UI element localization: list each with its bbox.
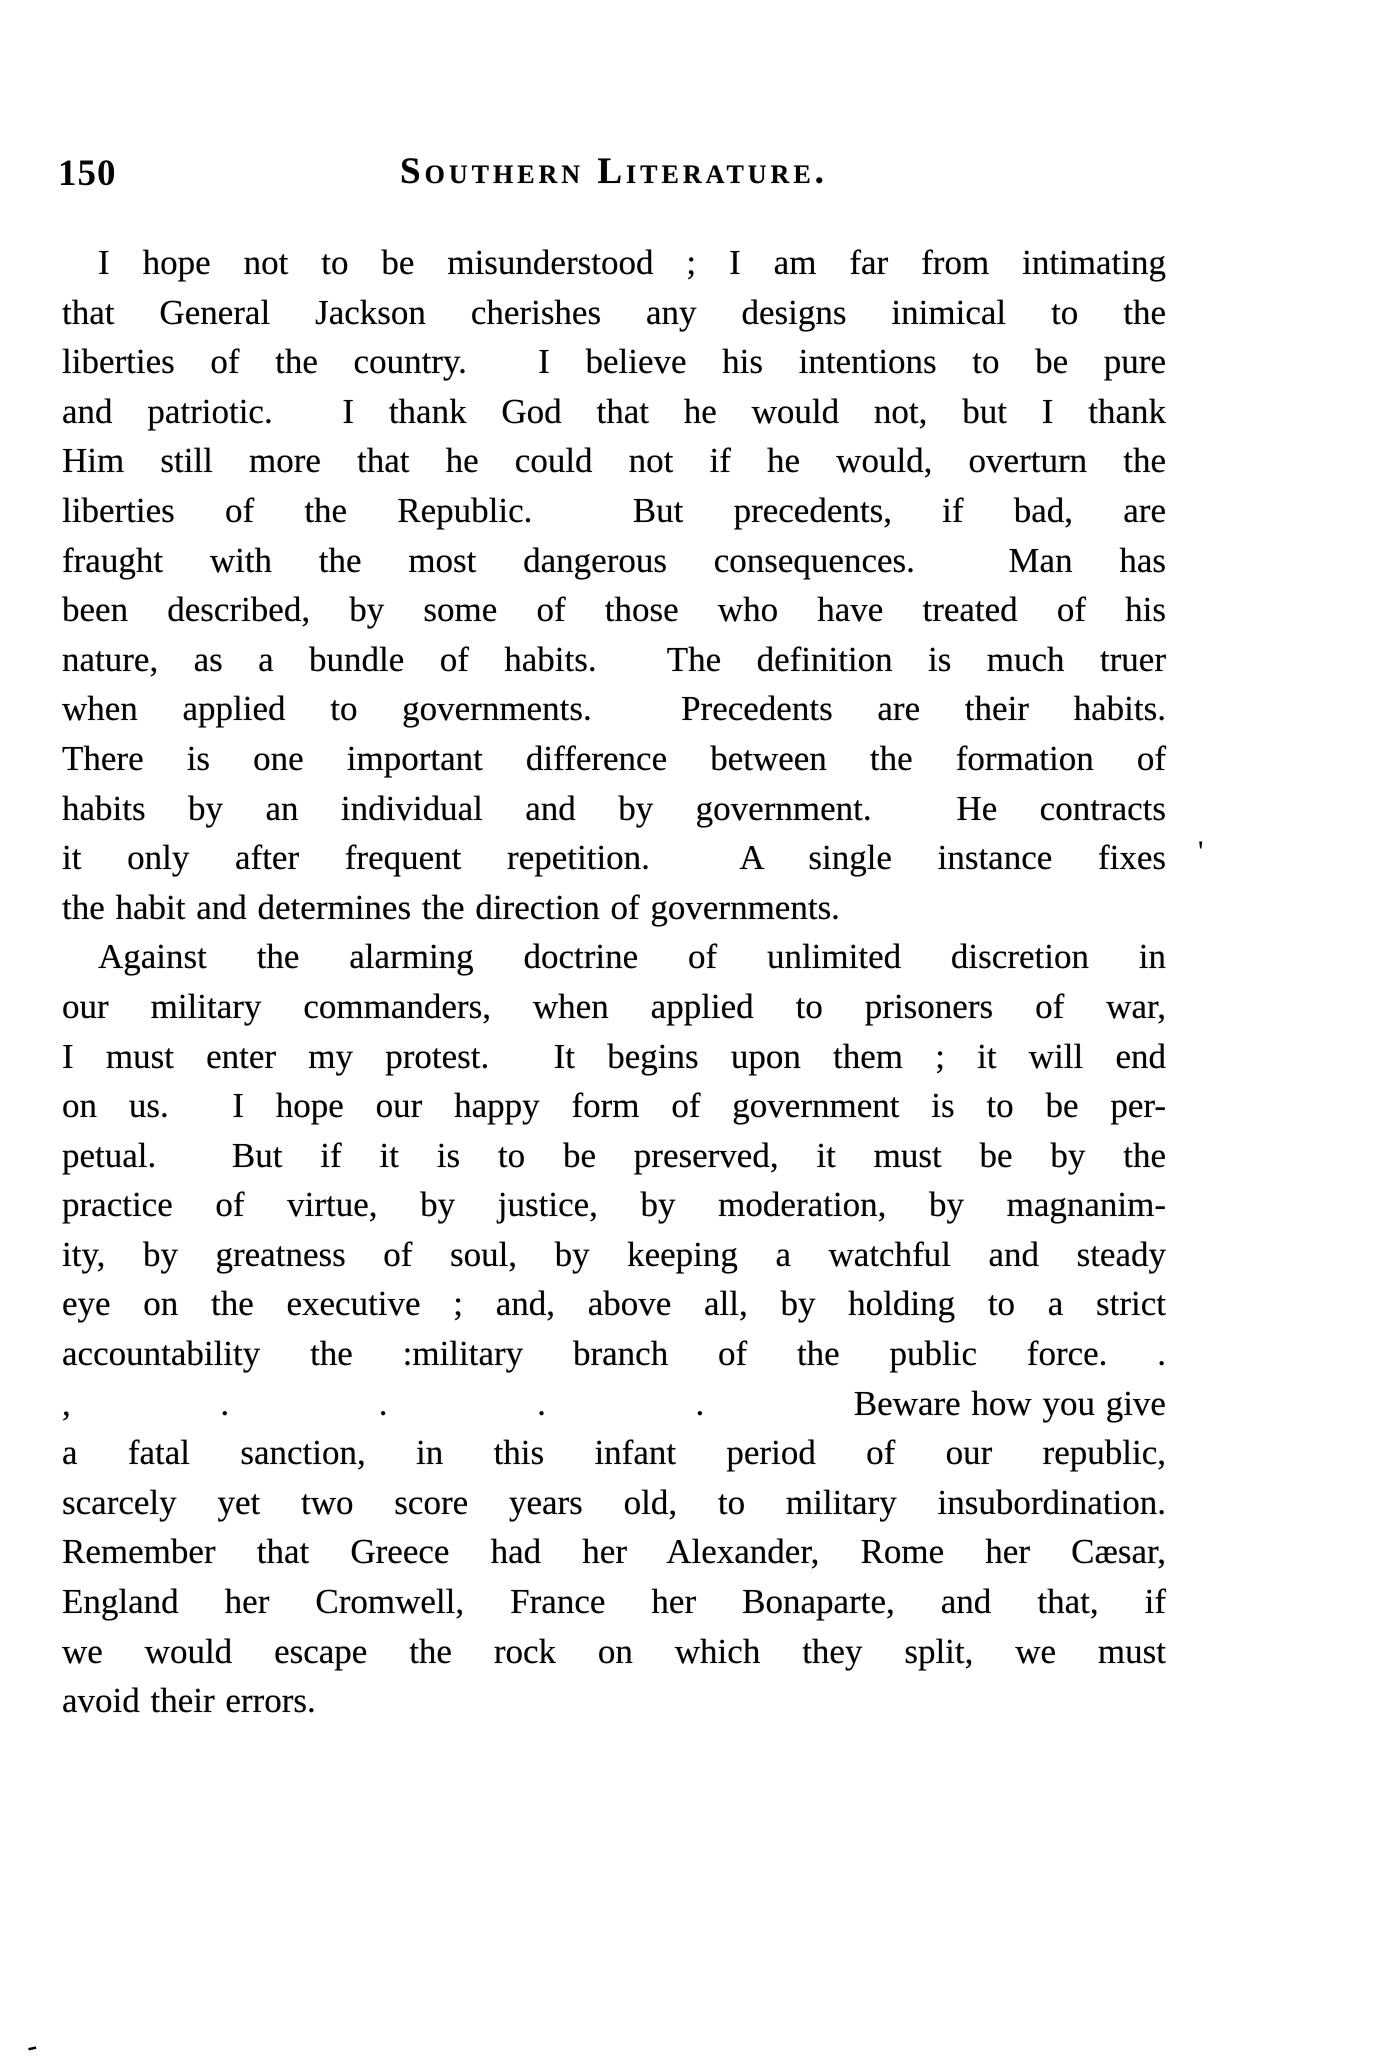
text-line: avoid their errors.: [62, 1681, 316, 1721]
text-line: accountability the :military branch of the public force. .: [62, 1334, 1166, 1374]
text-line: habits by an individual and by government. He contracts: [62, 788, 1166, 828]
scan-artifact-corner-mark: -: [23, 2029, 37, 2064]
text-line: Him still more that he could not if he would, overturn the: [62, 441, 1166, 481]
scan-artifact-tick: ': [1198, 835, 1204, 869]
text-line: the habit and determines the direction of governments.: [62, 887, 840, 927]
text-line: and patriotic. I thank God that he would not, but I thank: [62, 391, 1166, 431]
text-line: a fatal sanction, in this infant period of our republic,: [62, 1433, 1166, 1473]
text-line: it only after frequent repetition. A single instance fixes ': [62, 833, 1166, 883]
text-line: I must enter my protest. It begins upon them ; it will end: [62, 1036, 1166, 1076]
text-line: petual. But if it is to be preserved, it must be by the: [62, 1135, 1166, 1175]
text-line: liberties of the country. I believe his intentions to be pure: [62, 342, 1166, 382]
text-fragment: Beware how you give: [853, 1383, 1166, 1423]
ellipsis-dot: ,: [62, 1383, 71, 1423]
text-line: I hope not to be misunderstood ; I am far from intimating: [98, 243, 1166, 282]
text-line: practice of virtue, by justice, by moderation, by magnanim-: [62, 1185, 1166, 1225]
text-line: been described, by some of those who have treated of his: [62, 590, 1166, 630]
text-line: fraught with the most dangerous consequences. Man has: [62, 540, 1166, 580]
page-number: 150: [58, 153, 117, 194]
ellipsis-dot: .: [220, 1383, 230, 1423]
text-line: Remember that Greece had her Alexander, Rome her Cæsar,: [62, 1532, 1166, 1572]
text-line: Against the alarming doctrine of unlimited discretion in: [98, 937, 1166, 977]
text-line: when applied to governments. Precedents are their habits.: [62, 689, 1166, 729]
text-line: ity, by greatness of soul, by keeping a watchful and steady: [62, 1234, 1166, 1274]
text-line: eye on the executive ; and, above all, by holding to a strict: [62, 1284, 1166, 1324]
text-line: scarcely yet two score years old, to military insubordination.: [62, 1482, 1166, 1522]
text-line: England her Cromwell, France her Bonaparte, and that, if: [62, 1582, 1166, 1622]
running-title: Southern Literature.: [400, 151, 828, 192]
ellipsis-dot: .: [695, 1383, 705, 1423]
text-line: our military commanders, when applied to prisoners of war,: [62, 986, 1166, 1026]
text-line: that General Jackson cherishes any designs inimical to the: [62, 292, 1166, 332]
text-line: we would escape the rock on which they split, we must: [62, 1631, 1166, 1671]
ellipsis-dot: .: [537, 1383, 546, 1423]
text-line: on us. I hope our happy form of government is to be per-: [62, 1086, 1166, 1126]
text-line: [62, 1379, 1166, 1429]
text-line: liberties of the Republic. But precedents, if bad, are: [62, 490, 1166, 530]
ellipsis-dot: .: [378, 1383, 388, 1423]
page-text: [62, 238, 1204, 1726]
text-line: There is one important difference between the formation of: [62, 738, 1166, 778]
text-line: nature, as a bundle of habits. The definition is much truer: [62, 639, 1166, 679]
